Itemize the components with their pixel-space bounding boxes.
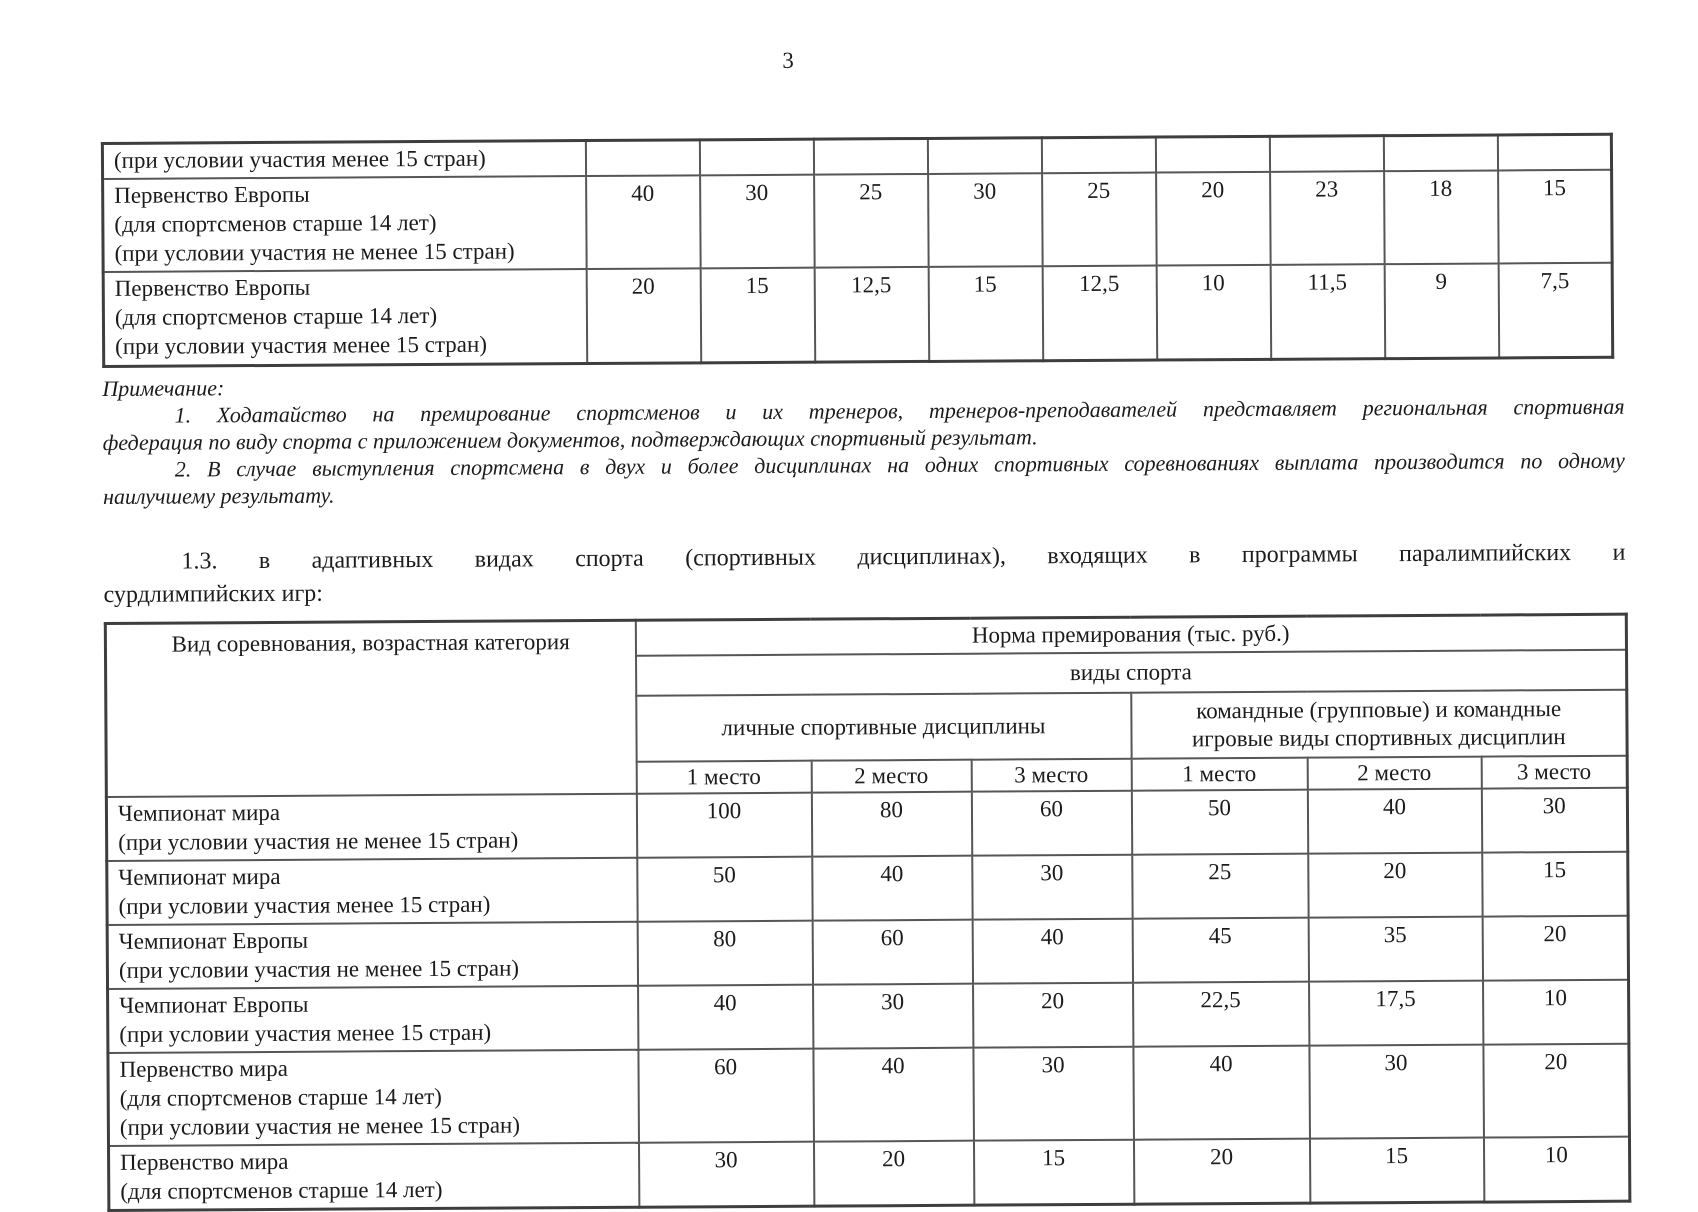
row-label-line: (при условии участия менее 15 стран) — [119, 1019, 492, 1047]
table-cell: 17,5 — [1309, 981, 1483, 1046]
table-cell: 11,5 — [1270, 264, 1385, 359]
table-cell: 30 — [1481, 788, 1627, 853]
table-cell: 20 — [973, 983, 1133, 1048]
row-label — [107, 858, 637, 925]
table-cell: 25 — [1132, 854, 1308, 919]
table-cell: 40 — [972, 919, 1132, 984]
row-label-line: (при условии участия не менее 15 стран) — [118, 827, 519, 855]
row-label — [109, 1143, 639, 1211]
table-cell: 40 — [1307, 789, 1481, 854]
column-header: личные спортивные дисциплины — [636, 693, 1131, 762]
table-cell: 15 — [1309, 1138, 1483, 1204]
table-cell: 25 — [1042, 173, 1157, 267]
column-header-line: игровые виды спортивных дисциплин — [1191, 724, 1566, 752]
table-cell: 60 — [638, 1049, 814, 1143]
row-label — [102, 141, 585, 179]
table-cell: 40 — [638, 985, 813, 1050]
table-cell: 35 — [1308, 917, 1482, 982]
table-cell: 20 — [813, 1141, 973, 1206]
table-cell — [1383, 135, 1497, 171]
section-text-line: 1.3. в адаптивных видах спорта (спортивных дисциплинах), входящих в программы паралимпийских и — [181, 539, 1626, 575]
table-cell: 22,5 — [1133, 982, 1309, 1047]
table-cell: 40 — [813, 1048, 974, 1142]
row-label-line: (при условии участия не менее 15 стран) — [119, 1112, 521, 1140]
table-cell: 100 — [636, 793, 811, 858]
column-header: 1 место — [1131, 758, 1307, 791]
column-header — [1131, 690, 1627, 759]
table-cell — [585, 140, 699, 176]
table-cell: 60 — [971, 791, 1131, 856]
row-label-line: Чемпионат мира — [117, 799, 281, 826]
table-cell: 30 — [928, 173, 1043, 267]
table-cell: 20 — [1133, 1139, 1309, 1205]
row-label-line: (для спортсменов старше 14 лет) — [120, 1176, 443, 1204]
table-cell: 50 — [637, 857, 812, 922]
table-cell — [699, 139, 813, 175]
document-sheet — [100, 0, 1629, 1212]
row-label-line: (при условии участия менее 15 стран) — [115, 331, 488, 359]
table-cell: 80 — [637, 921, 812, 986]
table-cell: 25 — [814, 174, 929, 268]
row-label-line: (при условии участия менее 15 стран) — [118, 891, 491, 919]
table-row — [108, 980, 1629, 1053]
table-cell: 23 — [1270, 171, 1385, 265]
table-row — [108, 1044, 1630, 1146]
column-header: 3 место — [971, 759, 1131, 792]
table-cell: 20 — [1482, 916, 1628, 981]
table-row — [103, 263, 1613, 366]
row-label-line: (для спортсменов старше 14 лет) — [114, 302, 438, 330]
row-label-line: Первенство мира — [120, 1148, 289, 1175]
table-cell: 80 — [811, 792, 971, 857]
table-cell: 15 — [973, 1140, 1133, 1205]
table-row — [106, 788, 1627, 861]
column-header-line: командные (групповые) и командные — [1196, 696, 1562, 724]
row-label-line: (при условии участия менее 15 стран) — [113, 145, 486, 173]
note-text-line: наилучшему результату. — [102, 482, 335, 509]
note-text-line: 2. В случае выступления спортсмена в двух и более дисциплинах на одних спортивных соревнованиях выплата производится по одному — [174, 447, 1625, 482]
column-header: 1 место — [636, 761, 811, 794]
table-cell — [813, 138, 927, 174]
row-label — [107, 922, 637, 989]
column-header: 2 место — [1307, 757, 1481, 790]
table-cell: 30 — [972, 855, 1132, 920]
row-label-line: (при условии участия не менее 15 стран) — [114, 238, 515, 266]
table-row — [109, 1137, 1630, 1211]
notes-title: Примечание: — [102, 374, 225, 401]
row-label — [103, 269, 587, 366]
table-cell: 15 — [700, 268, 815, 363]
row-label — [108, 986, 638, 1053]
note-item — [103, 446, 1625, 509]
table-cell: 30 — [813, 984, 973, 1049]
column-header: 3 место — [1481, 756, 1627, 789]
top-table — [101, 133, 1614, 368]
table-cell: 20 — [1308, 853, 1482, 918]
table-cell: 20 — [1156, 172, 1271, 266]
adaptive-sports-table — [104, 612, 1632, 1212]
row-label — [108, 1050, 639, 1146]
table-row — [103, 170, 1613, 272]
row-label-line: (для спортсменов старше 14 лет) — [114, 209, 437, 237]
table-row — [107, 916, 1628, 989]
page-number: 3 — [782, 47, 794, 73]
row-label-line: Чемпионат Европы — [119, 991, 309, 1018]
table-cell: 18 — [1384, 170, 1499, 264]
column-header: виды спорта — [636, 650, 1627, 696]
note-text-line: 1. Ходатайство на премирование спортсменов и их тренеров, тренеров-преподавателей представляет региональная спортивная — [174, 393, 1625, 428]
section-1-3-paragraph — [103, 536, 1625, 611]
table-cell: 15 — [928, 266, 1043, 361]
row-label-line: Чемпионат мира — [118, 863, 281, 890]
table-cell: 30 — [973, 1047, 1134, 1141]
table-cell: 40 — [586, 175, 701, 269]
row-label-line: (при условии участия не менее 15 стран) — [118, 955, 520, 983]
table-cell: 30 — [1309, 1045, 1484, 1139]
table-cell: 9 — [1384, 263, 1499, 358]
table-cell: 50 — [1131, 790, 1307, 855]
table-cell: 45 — [1132, 918, 1308, 983]
table-cell: 10 — [1156, 265, 1271, 360]
table-cell: 30 — [638, 1142, 813, 1208]
table-cell: 15 — [1498, 170, 1613, 264]
note-text-line: федерация по виду спорта с приложением документов, подтверждающих спортивный результат. — [102, 423, 1038, 455]
table-cell — [927, 138, 1041, 174]
table-cell — [1155, 136, 1269, 172]
row-label-line: Первенство Европы — [114, 181, 310, 208]
table-cell: 40 — [1133, 1046, 1310, 1140]
row-label-line: Первенство Европы — [114, 274, 311, 301]
row-label-line: Первенство мира — [119, 1055, 288, 1082]
table-cell — [1041, 137, 1155, 173]
table-cell: 15 — [1482, 852, 1628, 917]
column-header: Вид соревнования, возрастная категория — [105, 620, 636, 797]
table-cell — [1497, 134, 1611, 170]
table-cell — [1269, 136, 1383, 172]
table-cell: 10 — [1483, 980, 1629, 1045]
section-text-line: сурдлимпийских игр: — [103, 580, 323, 608]
table-cell: 30 — [700, 175, 815, 269]
table-cell: 7,5 — [1498, 263, 1613, 358]
table-cell: 10 — [1483, 1137, 1629, 1202]
row-label — [103, 176, 587, 272]
table-cell: 12,5 — [814, 267, 929, 362]
row-label-line: (для спортсменов старше 14 лет) — [119, 1083, 442, 1111]
table-cell: 20 — [1483, 1044, 1630, 1138]
table-cell: 12,5 — [1042, 266, 1157, 361]
column-header: Норма премирования (тыс. руб.) — [635, 614, 1626, 656]
column-header: 2 место — [811, 760, 971, 793]
table-row — [107, 852, 1628, 925]
table-cell: 40 — [812, 856, 972, 921]
note-item — [102, 392, 1624, 455]
table-cell: 60 — [812, 920, 972, 985]
row-label — [106, 794, 636, 861]
table-cell: 20 — [586, 268, 701, 363]
row-label-line: Чемпионат Европы — [118, 927, 309, 954]
